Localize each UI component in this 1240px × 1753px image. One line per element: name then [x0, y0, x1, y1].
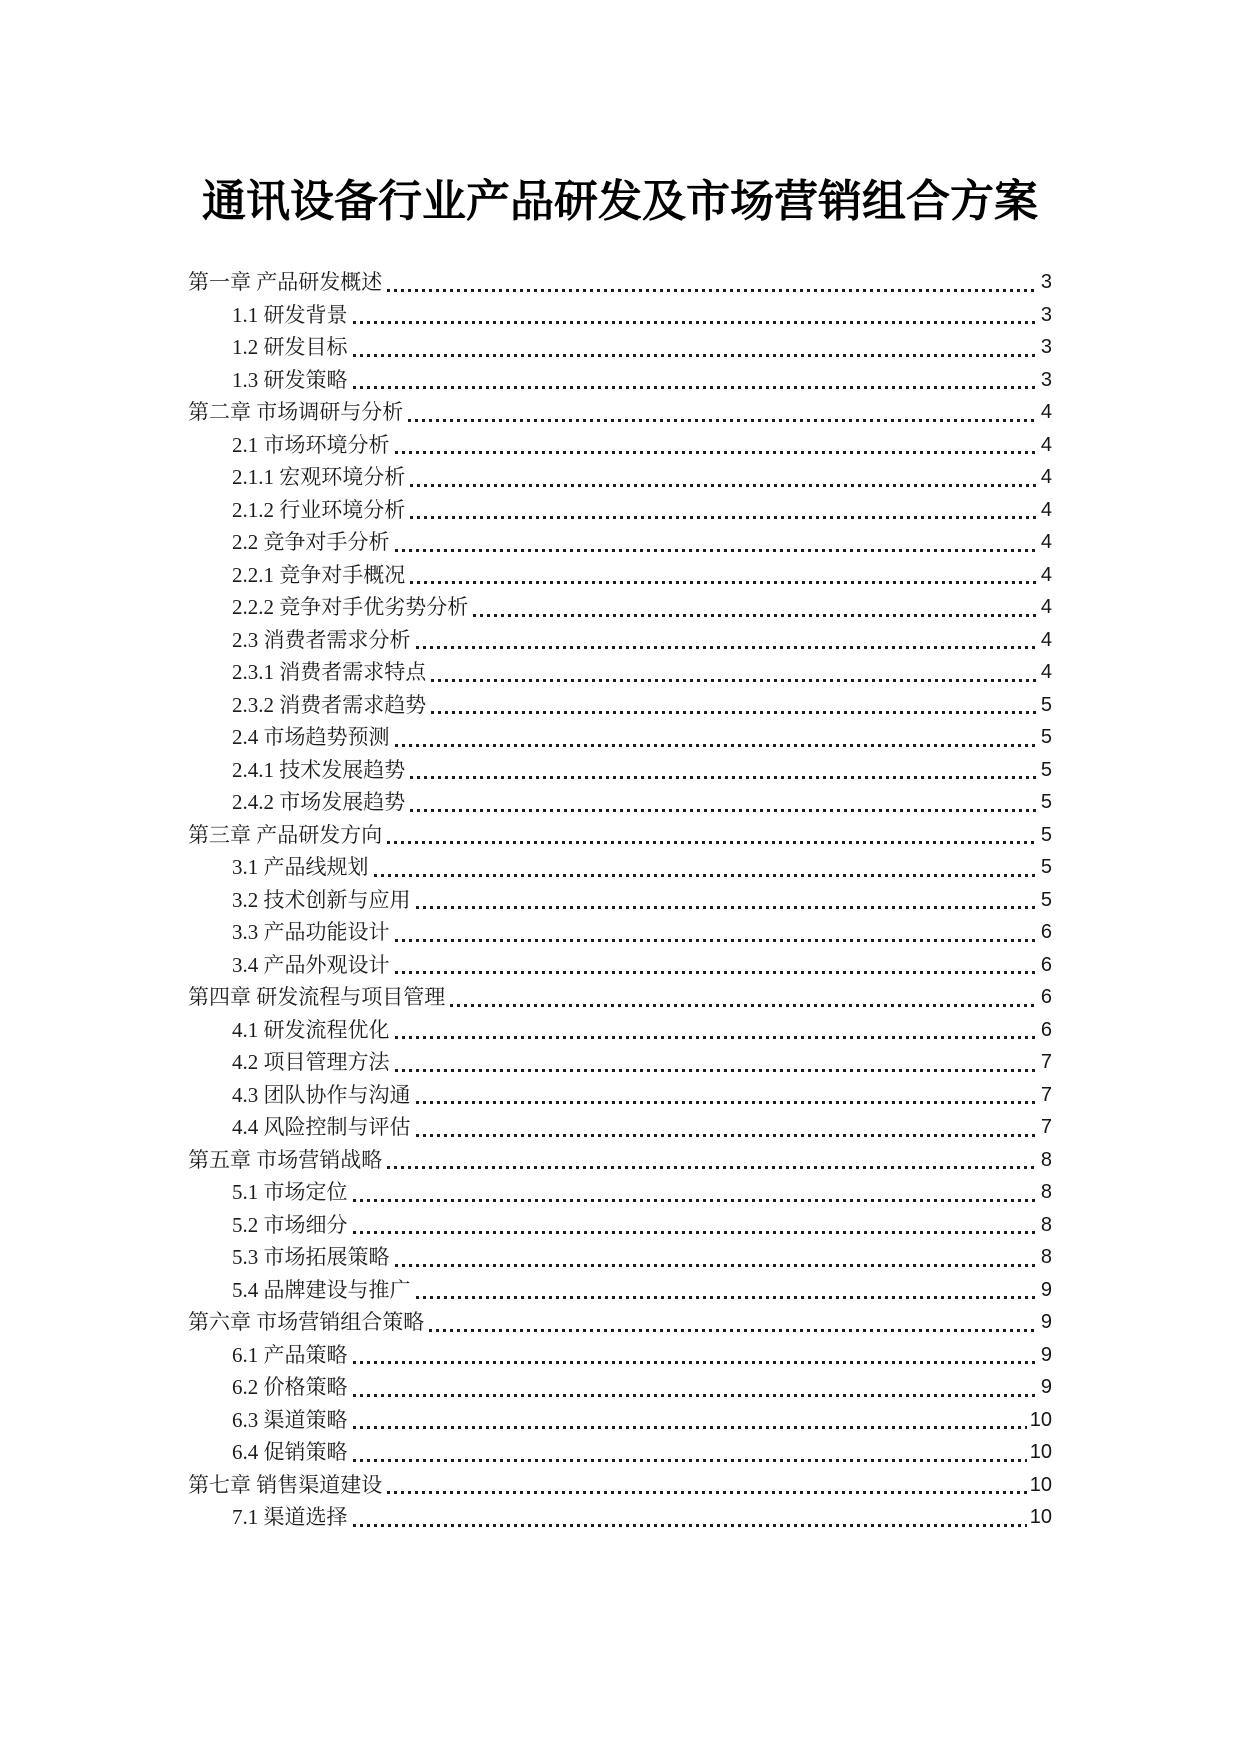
toc-entry-label: 4.2 项目管理方法 [232, 1050, 390, 1074]
toc-page-number: 4 [1040, 661, 1052, 683]
toc-entry-label: 1.1 研发背景 [232, 302, 348, 327]
toc-page-number: 6 [1040, 1018, 1052, 1041]
toc-page-number: 4 [1040, 401, 1052, 423]
toc-entry[interactable] [188, 786, 1052, 819]
toc-page-number: 3 [1040, 303, 1052, 326]
toc-entry-label: 2.3.1 消费者需求特点 [232, 660, 427, 684]
toc-dot-leader [353, 354, 1038, 357]
toc-page-number: 10 [1029, 1408, 1052, 1431]
toc-page-number: 4 [1040, 596, 1052, 618]
toc-page-number: 6 [1040, 953, 1052, 976]
toc-dot-leader [431, 679, 1038, 682]
toc-entry-label: 2.1.2 行业环境分析 [232, 497, 406, 522]
toc-page-number: 4 [1040, 628, 1052, 651]
toc-entry-label: 2.3.2 消费者需求趋势 [232, 692, 427, 717]
toc-page-number: 5 [1040, 758, 1052, 781]
toc-dot-leader [353, 1199, 1038, 1202]
toc-entry-label: 2.2.2 竞争对手优劣势分析 [232, 595, 469, 619]
toc-dot-leader [410, 809, 1038, 812]
toc-entry-label: 7.1 渠道选择 [232, 1505, 348, 1529]
toc-page-number: 4 [1040, 466, 1052, 488]
toc-page-number: 7 [1040, 1083, 1052, 1106]
toc-entry[interactable] [188, 1274, 1052, 1307]
toc-entry[interactable] [188, 396, 1052, 429]
toc-page-number: 4 [1040, 563, 1052, 586]
toc-page-number: 5 [1040, 888, 1052, 911]
toc-entry[interactable] [188, 1144, 1052, 1177]
toc-entry-label: 3.1 产品线规划 [232, 855, 369, 879]
toc-entry[interactable] [188, 851, 1052, 884]
toc-dot-leader [387, 1491, 1027, 1494]
toc-dot-leader [395, 1036, 1038, 1039]
toc-page-number: 10 [1029, 1441, 1052, 1463]
toc-page-number: 9 [1040, 1311, 1052, 1333]
toc-entry-label: 第二章 市场调研与分析 [188, 400, 404, 424]
toc-entry[interactable] [188, 299, 1052, 332]
toc-entry-label: 2.4 市场趋势预测 [232, 725, 390, 749]
toc-entry-label: 4.4 风险控制与评估 [232, 1115, 411, 1139]
toc-entry-label: 3.3 产品功能设计 [232, 920, 390, 944]
toc-entry[interactable] [188, 721, 1052, 754]
toc-dot-leader [353, 1231, 1038, 1234]
toc-entry-label: 3.2 技术创新与应用 [232, 887, 411, 912]
toc-entry[interactable] [188, 494, 1052, 527]
toc-page-number: 3 [1040, 368, 1052, 391]
toc-entry[interactable] [188, 1046, 1052, 1079]
toc-entry[interactable] [188, 1241, 1052, 1274]
toc-entry-label: 第四章 研发流程与项目管理 [188, 985, 446, 1009]
toc-dot-leader [387, 289, 1038, 292]
toc-page-number: 5 [1040, 856, 1052, 878]
toc-entry-label: 4.1 研发流程优化 [232, 1017, 390, 1042]
toc-entry-label: 2.4.2 市场发展趋势 [232, 790, 406, 814]
toc-entry[interactable] [188, 1209, 1052, 1242]
toc-dot-leader [395, 1069, 1038, 1072]
toc-entry-label: 1.2 研发目标 [232, 335, 348, 359]
toc-entry[interactable] [188, 1079, 1052, 1112]
toc-entry-label: 5.1 市场定位 [232, 1180, 348, 1204]
toc-page-number: 4 [1040, 498, 1052, 521]
toc-entry-label: 6.1 产品策略 [232, 1342, 348, 1367]
toc-page-number: 5 [1040, 726, 1052, 748]
toc-entry-label: 5.2 市场细分 [232, 1212, 348, 1237]
toc-entry[interactable] [188, 754, 1052, 787]
toc-entry[interactable] [188, 364, 1052, 397]
toc-dot-leader [416, 1134, 1038, 1137]
toc-entry-label: 2.1.1 宏观环境分析 [232, 465, 406, 489]
toc-page-number: 6 [1040, 921, 1052, 943]
toc-entry-label: 3.4 产品外观设计 [232, 952, 390, 977]
toc-entry-label: 第一章 产品研发概述 [188, 270, 383, 294]
toc-entry[interactable] [188, 591, 1052, 624]
toc-entry-label: 1.3 研发策略 [232, 367, 348, 392]
toc-entry[interactable] [188, 656, 1052, 689]
toc-dot-leader [387, 841, 1038, 844]
toc-entry[interactable] [188, 1371, 1052, 1404]
toc-dot-leader [429, 1329, 1038, 1332]
toc-entry-label: 第三章 产品研发方向 [188, 822, 383, 847]
toc-dot-leader [416, 1101, 1038, 1104]
toc-entry[interactable] [188, 1404, 1052, 1437]
toc-entry[interactable] [188, 1306, 1052, 1339]
toc-entry[interactable] [188, 884, 1052, 917]
toc-page-number: 4 [1040, 433, 1052, 456]
toc-dot-leader [353, 386, 1038, 389]
toc-page-number: 8 [1040, 1246, 1052, 1268]
toc-entry[interactable] [188, 559, 1052, 592]
toc-entry[interactable] [188, 526, 1052, 559]
toc-entry-label: 2.4.1 技术发展趋势 [232, 757, 406, 782]
toc-dot-leader [395, 451, 1038, 454]
toc-entry-label: 4.3 团队协作与沟通 [232, 1082, 411, 1107]
toc-page-number: 9 [1040, 1376, 1052, 1398]
toc-page-number: 8 [1040, 1148, 1052, 1171]
toc-dot-leader [353, 1426, 1027, 1429]
toc-entry[interactable] [188, 1436, 1052, 1469]
toc-page-number: 5 [1040, 791, 1052, 813]
toc-entry-label: 6.4 促销策略 [232, 1440, 348, 1464]
toc-entry-label: 第七章 销售渠道建设 [188, 1472, 383, 1497]
toc-dot-leader [395, 744, 1038, 747]
toc-dot-leader [416, 1296, 1038, 1299]
toc-entry-label: 2.1 市场环境分析 [232, 432, 390, 457]
toc-page-number: 7 [1040, 1051, 1052, 1073]
toc-dot-leader [353, 1361, 1038, 1364]
toc-entry-label: 第六章 市场营销组合策略 [188, 1310, 425, 1334]
toc-page-number: 10 [1029, 1473, 1052, 1496]
toc-page-number: 9 [1040, 1343, 1052, 1366]
toc-page-number: 5 [1040, 823, 1052, 846]
toc-entry-label: 6.3 渠道策略 [232, 1407, 348, 1432]
toc-dot-leader [473, 614, 1038, 617]
toc-entry-label: 2.2.1 竞争对手概况 [232, 562, 406, 587]
toc-page-number: 10 [1029, 1506, 1052, 1528]
toc-entry[interactable] [188, 461, 1052, 494]
toc-entry[interactable] [188, 819, 1052, 852]
toc-dot-leader [395, 971, 1038, 974]
toc-entry-label: 5.3 市场拓展策略 [232, 1245, 390, 1269]
toc-dot-leader [395, 549, 1038, 552]
toc-entry[interactable] [188, 1501, 1052, 1534]
toc-entry-label: 第五章 市场营销战略 [188, 1147, 383, 1172]
toc-entry-label: 2.2 竞争对手分析 [232, 530, 390, 554]
toc-dot-leader [408, 419, 1038, 422]
toc-dot-leader [416, 646, 1038, 649]
toc-page-number: 9 [1040, 1278, 1052, 1301]
toc-entry[interactable] [188, 1111, 1052, 1144]
toc-entry[interactable] [188, 429, 1052, 462]
toc-dot-leader [431, 711, 1038, 714]
toc-dot-leader [410, 516, 1038, 519]
toc-entry-label: 2.3 消费者需求分析 [232, 627, 411, 652]
toc-dot-leader [416, 906, 1038, 909]
toc-page-number: 3 [1040, 336, 1052, 358]
document-title: 通讯设备行业产品研发及市场营销组合方案 [202, 177, 1038, 226]
toc-page-number: 8 [1040, 1213, 1052, 1236]
toc-entry[interactable] [188, 331, 1052, 364]
toc-entry[interactable] [188, 916, 1052, 949]
toc-entry[interactable] [188, 1469, 1052, 1502]
toc-dot-leader [450, 1004, 1038, 1007]
toc-dot-leader [395, 1264, 1038, 1267]
toc-entry[interactable] [188, 1014, 1052, 1047]
toc-dot-leader [387, 1166, 1038, 1169]
toc-dot-leader [374, 874, 1038, 877]
toc-dot-leader [410, 484, 1038, 487]
toc-entry[interactable] [188, 689, 1052, 722]
toc-entry[interactable] [188, 1339, 1052, 1372]
toc-entry-label: 6.2 价格策略 [232, 1375, 348, 1399]
toc-entry[interactable] [188, 266, 1052, 299]
toc-page-number: 5 [1040, 693, 1052, 716]
toc-page-number: 8 [1040, 1181, 1052, 1203]
toc-dot-leader [353, 1394, 1038, 1397]
toc-entry[interactable] [188, 981, 1052, 1014]
toc-dot-leader [395, 939, 1038, 942]
toc-dot-leader [410, 776, 1038, 779]
toc-page-number: 7 [1040, 1116, 1052, 1138]
toc-dot-leader [410, 581, 1038, 584]
toc-entry[interactable] [188, 624, 1052, 657]
toc-entry[interactable] [188, 1176, 1052, 1209]
toc-dot-leader [353, 1459, 1027, 1462]
toc-dot-leader [353, 1524, 1027, 1527]
toc-page-number: 4 [1040, 531, 1052, 553]
toc-entry-label: 5.4 品牌建设与推广 [232, 1277, 411, 1302]
toc-page-number: 3 [1040, 271, 1052, 293]
toc-entry[interactable] [188, 949, 1052, 982]
toc-page-number: 6 [1040, 986, 1052, 1008]
table-of-contents [188, 266, 1052, 1534]
toc-dot-leader [353, 321, 1038, 324]
